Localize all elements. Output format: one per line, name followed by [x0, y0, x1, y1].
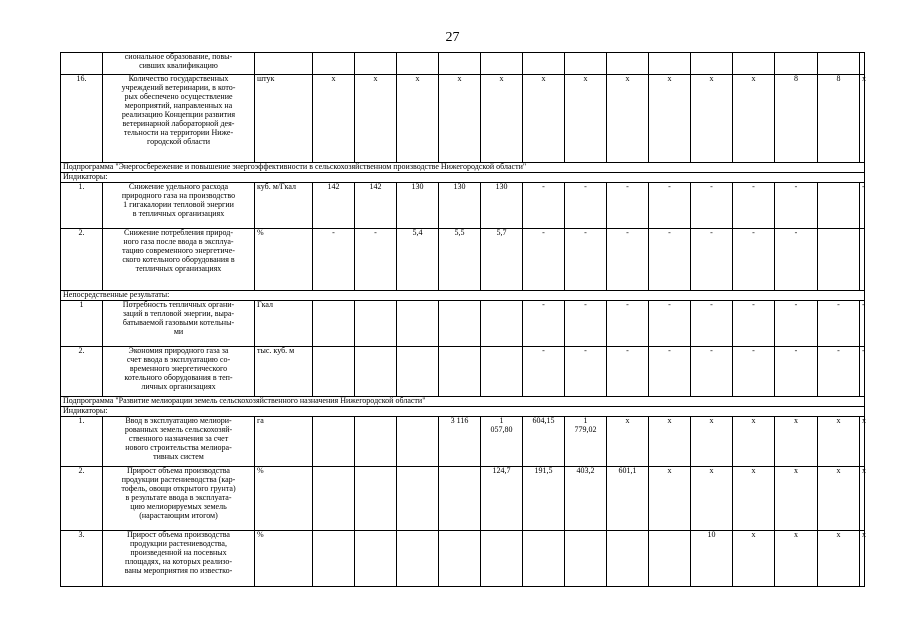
value-cell: x — [691, 467, 733, 531]
table-row — [61, 531, 865, 587]
unit-cell: % — [255, 229, 313, 291]
value-cell: - — [691, 347, 733, 397]
value-cell: - — [649, 347, 691, 397]
value-cell: 1 057,80 — [481, 417, 523, 467]
value-cell: 601,1 — [607, 467, 649, 531]
value-cell: x — [313, 75, 355, 163]
value-cell: 403,2 — [565, 467, 607, 531]
table-row — [61, 183, 865, 229]
value-cell: - — [649, 183, 691, 229]
unit-cell: тыс. куб. м — [255, 347, 313, 397]
value-cell — [355, 347, 397, 397]
row-number: 2. — [61, 467, 103, 531]
value-cell: x — [691, 75, 733, 163]
value-cell: - — [818, 301, 860, 347]
value-cell: x — [860, 417, 865, 467]
value-cell: x — [649, 75, 691, 163]
value-cell: x — [860, 75, 865, 163]
value-cell — [818, 183, 860, 229]
value-cell — [649, 531, 691, 587]
section-heading-row — [61, 291, 865, 301]
value-cell — [860, 53, 865, 75]
value-cell: - — [775, 301, 818, 347]
value-cell: - — [649, 301, 691, 347]
value-cell — [523, 53, 565, 75]
value-cell: - — [733, 183, 775, 229]
value-cell — [775, 53, 818, 75]
value-cell: x — [733, 75, 775, 163]
value-cell: - — [607, 183, 649, 229]
subprogram-row — [61, 163, 865, 173]
value-cell — [565, 531, 607, 587]
value-cell: - — [691, 301, 733, 347]
table-row — [61, 301, 865, 347]
value-cell: x — [355, 75, 397, 163]
value-cell: - — [607, 229, 649, 291]
value-cell: - — [565, 301, 607, 347]
value-cell: - — [818, 347, 860, 397]
value-cell: x — [565, 75, 607, 163]
value-cell: 3 116 — [439, 417, 481, 467]
unit-cell — [255, 53, 313, 75]
value-cell: 130 — [397, 183, 439, 229]
row-number — [61, 53, 103, 75]
value-cell — [397, 531, 439, 587]
value-cell: - — [565, 229, 607, 291]
value-cell: - — [860, 183, 865, 229]
indicator-name: Количество государственных учреждений ветеринарии, в кото- рых обеспечено осуществление мероприятий, направленных на реализацию Концепции развития ветеринарной лабораторной дея- тельности на территории Ниже- городской области — [103, 75, 255, 163]
value-cell: x — [607, 75, 649, 163]
indicator-name: Экономия природного газа за счет ввода в эксплуатацию со- временного энергетического котельного оборудования в теп- личных организациях — [103, 347, 255, 397]
value-cell: - — [565, 183, 607, 229]
indicator-name: Снижение удельного расхода природного газа на производство 1 гигакалории тепловой энергии в тепличных организациях — [103, 183, 255, 229]
value-cell — [355, 417, 397, 467]
row-number: 2. — [61, 229, 103, 291]
value-cell: x — [775, 467, 818, 531]
value-cell — [523, 531, 565, 587]
row-number: 3. — [61, 531, 103, 587]
subprogram-title: Подпрограмма "Энергосбережение и повышение энергоэффективности в сельскохозяйственном производстве Нижегородской области" — [61, 163, 865, 173]
value-cell: x — [860, 531, 865, 587]
value-cell: - — [860, 347, 865, 397]
indicator-name: Потребность тепличных органи- заций в тепловой энергии, выра- батываемой газовыми котельны- ми — [103, 301, 255, 347]
value-cell — [733, 53, 775, 75]
value-cell — [397, 53, 439, 75]
value-cell — [691, 53, 733, 75]
value-cell: x — [481, 75, 523, 163]
value-cell: 5,7 — [481, 229, 523, 291]
table-row — [61, 75, 865, 163]
value-cell — [818, 229, 860, 291]
indicators-table — [60, 52, 865, 587]
section-heading-row — [61, 173, 865, 183]
value-cell — [397, 301, 439, 347]
value-cell: 191,5 — [523, 467, 565, 531]
value-cell — [355, 301, 397, 347]
value-cell: 124,7 — [481, 467, 523, 531]
value-cell: - — [523, 229, 565, 291]
value-cell: 8 — [818, 75, 860, 163]
value-cell: x — [691, 417, 733, 467]
page-number: 27 — [445, 30, 460, 45]
value-cell — [481, 531, 523, 587]
value-cell — [397, 417, 439, 467]
value-cell — [649, 53, 691, 75]
value-cell — [313, 531, 355, 587]
value-cell: x — [607, 417, 649, 467]
unit-cell: Гкал — [255, 301, 313, 347]
row-number: 16. — [61, 75, 103, 163]
value-cell: x — [733, 467, 775, 531]
value-cell: - — [775, 347, 818, 397]
value-cell: - — [607, 347, 649, 397]
value-cell: x — [818, 531, 860, 587]
unit-cell: % — [255, 467, 313, 531]
value-cell — [439, 301, 481, 347]
value-cell: - — [523, 301, 565, 347]
value-cell: 5,5 — [439, 229, 481, 291]
value-cell: 142 — [355, 183, 397, 229]
value-cell — [313, 417, 355, 467]
section-heading: Индикаторы: — [61, 407, 865, 417]
value-cell — [607, 531, 649, 587]
value-cell — [607, 53, 649, 75]
indicator-name: Снижение потребления природ- ного газа после ввода в эксплуа- тацию современного энергетиче- ского котельного оборудования в тепличных организациях — [103, 229, 255, 291]
value-cell: 1 779,02 — [565, 417, 607, 467]
value-cell — [481, 347, 523, 397]
table-row — [61, 53, 865, 75]
value-cell: 604,15 — [523, 417, 565, 467]
value-cell: - — [691, 229, 733, 291]
unit-cell: % — [255, 531, 313, 587]
indicator-name: Ввод в эксплуатацию мелиори- рованных земель сельскохозяй- ственного назначения за счет нового строительства мелиора- тивных систем — [103, 417, 255, 467]
value-cell — [481, 301, 523, 347]
value-cell — [439, 347, 481, 397]
value-cell: - — [775, 183, 818, 229]
value-cell: - — [775, 229, 818, 291]
value-cell: - — [649, 229, 691, 291]
value-cell: - — [313, 229, 355, 291]
value-cell — [481, 53, 523, 75]
section-heading: Индикаторы: — [61, 173, 865, 183]
value-cell — [397, 347, 439, 397]
value-cell — [355, 531, 397, 587]
indicator-name: Прирост объема производства продукции растениеводства, произведенной на посевных площадях, на которых реализо- ваны мероприятия по известко- — [103, 531, 255, 587]
row-number: 1. — [61, 417, 103, 467]
value-cell: 10 — [691, 531, 733, 587]
value-cell: - — [733, 301, 775, 347]
subprogram-title: Подпрограмма "Развитие мелиорации земель сельскохозяйственного назначения Нижегородской области" — [61, 397, 865, 407]
value-cell: x — [818, 417, 860, 467]
value-cell: - — [860, 301, 865, 347]
row-number: 2. — [61, 347, 103, 397]
value-cell — [439, 467, 481, 531]
value-cell: 130 — [481, 183, 523, 229]
value-cell — [860, 229, 865, 291]
value-cell — [565, 53, 607, 75]
unit-cell: штук — [255, 75, 313, 163]
value-cell: 5,4 — [397, 229, 439, 291]
row-number: 1. — [61, 183, 103, 229]
section-heading: Непосредственные результаты: — [61, 291, 865, 301]
value-cell: x — [860, 467, 865, 531]
value-cell: x — [523, 75, 565, 163]
value-cell: 130 — [439, 183, 481, 229]
value-cell — [313, 53, 355, 75]
value-cell: - — [607, 301, 649, 347]
table-row — [61, 467, 865, 531]
row-number: 1 — [61, 301, 103, 347]
section-heading-row — [61, 407, 865, 417]
value-cell — [355, 467, 397, 531]
value-cell: - — [523, 347, 565, 397]
unit-cell: куб. м/Гкал — [255, 183, 313, 229]
value-cell: - — [523, 183, 565, 229]
table-row — [61, 417, 865, 467]
value-cell — [439, 53, 481, 75]
value-cell: x — [733, 531, 775, 587]
value-cell: - — [691, 183, 733, 229]
value-cell — [397, 467, 439, 531]
value-cell: x — [775, 531, 818, 587]
indicator-name: Прирост объема производства продукции растениеводства (кар- тофель, овощи открытого грунта) в результате ввода в эксплуата- цию мелиорируемых земель (нарастающим итогом) — [103, 467, 255, 531]
table-row — [61, 229, 865, 291]
value-cell: - — [355, 229, 397, 291]
value-cell — [818, 53, 860, 75]
indicator-name: сиональное образование, повы- сивших квалификацию — [103, 53, 255, 75]
value-cell — [313, 347, 355, 397]
value-cell: x — [733, 417, 775, 467]
value-cell: x — [818, 467, 860, 531]
subprogram-row — [61, 397, 865, 407]
value-cell: x — [439, 75, 481, 163]
value-cell: 8 — [775, 75, 818, 163]
value-cell: x — [649, 417, 691, 467]
unit-cell: га — [255, 417, 313, 467]
value-cell: x — [649, 467, 691, 531]
value-cell — [313, 467, 355, 531]
table-row — [61, 347, 865, 397]
value-cell — [439, 531, 481, 587]
value-cell: x — [775, 417, 818, 467]
value-cell — [313, 301, 355, 347]
value-cell: - — [733, 229, 775, 291]
value-cell: 142 — [313, 183, 355, 229]
value-cell — [355, 53, 397, 75]
value-cell: - — [565, 347, 607, 397]
value-cell: x — [397, 75, 439, 163]
value-cell: - — [733, 347, 775, 397]
